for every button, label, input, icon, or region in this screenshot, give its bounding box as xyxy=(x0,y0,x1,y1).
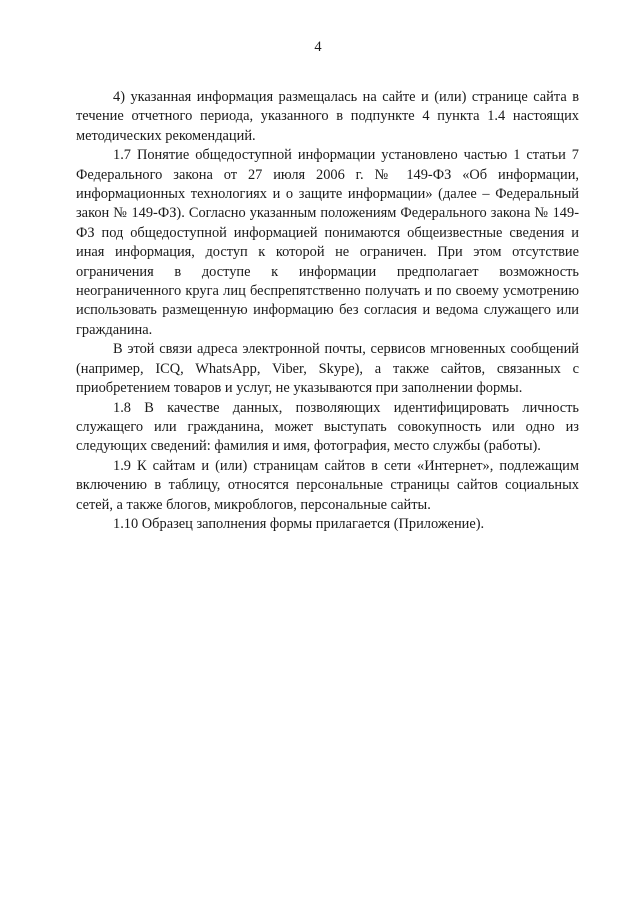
paragraph-1-9: 1.9 К сайтам и (или) страницам сайтов в сети «Интернет», подлежащим включению в таблицу, относятся персональные страницы сайтов социальных сетей, а также блогов, микроблогов, персональные сайты. xyxy=(76,457,579,513)
document-body xyxy=(76,88,579,534)
paragraph-item-4: 4) указанная информация размещалась на сайте и (или) странице сайта в течение отчетного периода, указанного в подпункте 4 пункта 1.4 настоящих методических рекомендаций. xyxy=(76,89,579,144)
paragraph-1-7: 1.7 Понятие общедоступной информации установлено частью 1 статьи 7 Федерального закона от 27 июля 2006 г. № 149-ФЗ «Об информации, информационных технологиях и о защите информации» (далее – Федеральный закон № 149-ФЗ). Согласно указанным положениям Федерального закона № 149-ФЗ под общедоступной информацией понимаются общеизвестные сведения и иная информация, доступ к которой не ограничен. При этом отсутствие ограничения в доступе к информации предполагает возможность неограниченного круга лиц беспрепятственно получать и по своему усмотрению использовать размещенную информацию без согласия и ведома служащего или гражданина. xyxy=(76,147,579,338)
paragraph-contacts-note: В этой связи адреса электронной почты, сервисов мгновенных сообщений (например, ICQ, WhatsApp, Viber, Skype), а также сайтов, связанных с приобретением товаров и услуг, не указываются при заполнении формы. xyxy=(76,341,579,397)
paragraph-1-10: 1.10 Образец заполнения формы прилагается (Приложение). xyxy=(113,515,485,532)
page-number: 4 xyxy=(314,39,322,55)
paragraph-1-8: 1.8 В качестве данных, позволяющих идентифицировать личность служащего или гражданина, может выступать совокупность или одно из следующих сведений: фамилия и имя, фотография, место службы (работы). xyxy=(76,399,579,455)
